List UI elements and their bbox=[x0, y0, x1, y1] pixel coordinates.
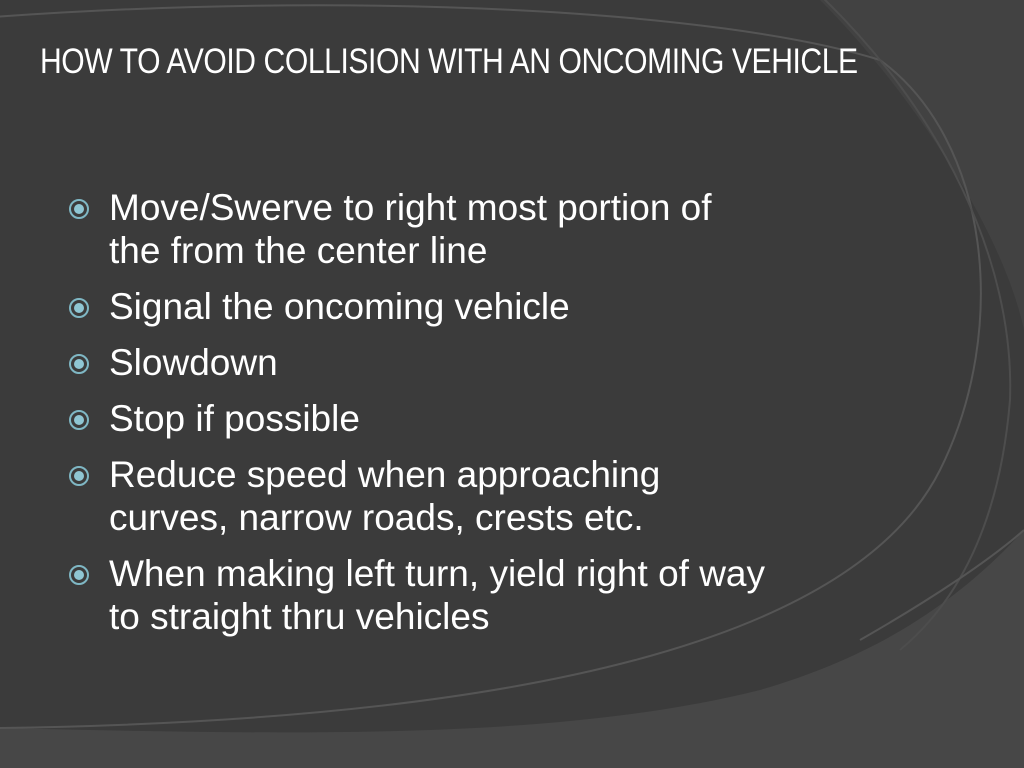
circled-dot-icon bbox=[68, 465, 90, 487]
list-item bbox=[65, 397, 865, 440]
bullet-text-line1: Signal the oncoming vehicle bbox=[109, 286, 570, 327]
bullet-list bbox=[65, 186, 865, 651]
bullet-text-line1: Slowdown bbox=[109, 342, 278, 383]
bullet-text-line2: to straight thru vehicles bbox=[109, 596, 490, 637]
bullet-text-line1: When making left turn, yield right of way bbox=[109, 553, 766, 594]
bullet-text-line2: curves, narrow roads, crests etc. bbox=[109, 497, 644, 538]
circled-dot-icon bbox=[68, 564, 90, 586]
list-item bbox=[65, 552, 865, 638]
bullet-text-line2: the from the center line bbox=[109, 230, 488, 271]
slide-title: HOW TO AVOID COLLISION WITH AN ONCOMING VEHICLE bbox=[40, 42, 858, 81]
list-item bbox=[65, 285, 865, 328]
circled-dot-icon bbox=[68, 409, 90, 431]
circled-dot-icon bbox=[68, 353, 90, 375]
bullet-text-line1: Stop if possible bbox=[109, 398, 360, 439]
bullet-text-line1: Move/Swerve to right most portion of bbox=[109, 187, 712, 228]
list-item bbox=[65, 186, 865, 272]
circled-dot-icon bbox=[68, 198, 90, 220]
circled-dot-icon bbox=[68, 297, 90, 319]
bullet-text-line1: Reduce speed when approaching bbox=[109, 454, 661, 495]
list-item bbox=[65, 453, 865, 539]
list-item bbox=[65, 341, 865, 384]
